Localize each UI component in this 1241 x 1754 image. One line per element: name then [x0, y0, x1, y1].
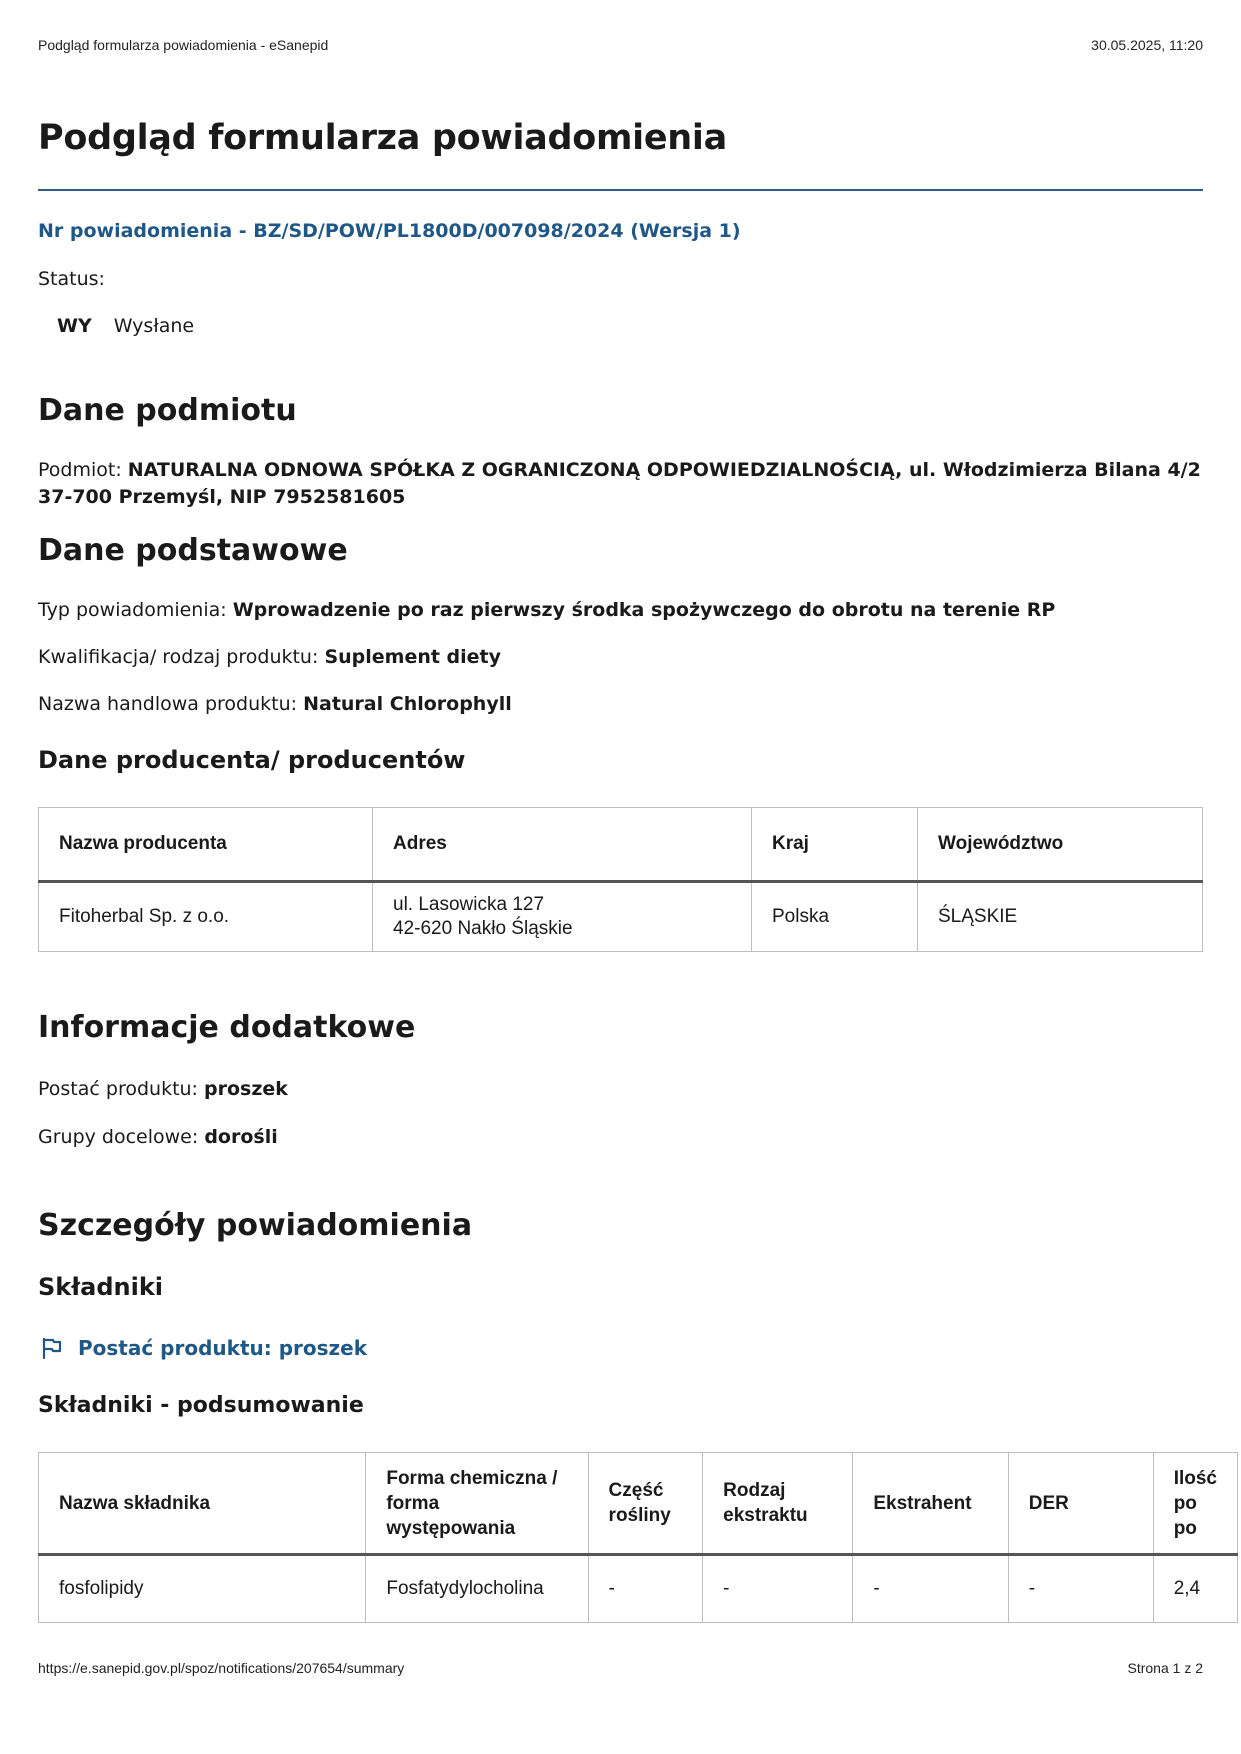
- ingredient-amount: 2,4: [1153, 1555, 1237, 1623]
- field-value: Wprowadzenie po raz pierwszy środka spożywczego do obrotu na terenie RP: [232, 599, 1056, 621]
- trade-name-field: [38, 691, 1203, 718]
- status-badge: [57, 315, 194, 337]
- status-label: Status:: [38, 268, 105, 290]
- field-label: Nazwa handlowa produktu:: [38, 693, 298, 715]
- entity-label: Podmiot:: [38, 459, 122, 481]
- status-text: Wysłane: [113, 315, 195, 337]
- field-label: Typ powiadomienia:: [38, 599, 227, 621]
- field-value: proszek: [204, 1078, 288, 1100]
- column-header: Część rośliny: [588, 1453, 703, 1555]
- field-value: Suplement diety: [324, 646, 502, 668]
- details-section-title: Szczegóły powiadomienia: [38, 1208, 473, 1243]
- entity-section-title: Dane podmiotu: [38, 393, 297, 428]
- column-header: Województwo: [918, 808, 1203, 882]
- notification-number: Nr powiadomienia - BZ/SD/POW/PL1800D/007098/2024 (Wersja 1): [38, 220, 741, 242]
- producers-section-title: Dane producenta/ producentów: [38, 746, 466, 774]
- column-header: DER: [1008, 1453, 1153, 1555]
- column-header: Kraj: [752, 808, 918, 882]
- product-kind-field: [38, 644, 1203, 671]
- producer-country: Polska: [752, 882, 918, 952]
- address-line: ul. Lasowicka 127: [393, 894, 545, 915]
- producer-address: [373, 882, 752, 952]
- column-header: Rodzaj ekstraktu: [703, 1453, 853, 1555]
- column-header: Ilość po po: [1153, 1453, 1237, 1555]
- address-line: 42-620 Nakło Śląskie: [393, 918, 573, 939]
- column-header: Nazwa producenta: [39, 808, 373, 882]
- product-form-link[interactable]: [40, 1336, 367, 1360]
- column-header: Ekstrahent: [853, 1453, 1008, 1555]
- ingredient-plant-part: -: [588, 1555, 703, 1623]
- table-row: [39, 882, 1203, 952]
- basic-section-title: Dane podstawowe: [38, 533, 348, 568]
- table-header-row: [39, 808, 1203, 882]
- title-divider: [38, 189, 1203, 191]
- field-label: Postać produktu:: [38, 1078, 198, 1100]
- print-header: [38, 37, 1203, 53]
- additional-section-title: Informacje dodatkowe: [38, 1010, 416, 1045]
- ingredient-form: Fosfatydylocholina: [366, 1555, 588, 1623]
- field-value: dorośli: [204, 1126, 278, 1148]
- flag-icon: [40, 1336, 64, 1360]
- ingredient-name: fosfolipidy: [39, 1555, 366, 1623]
- column-header: Forma chemiczna / forma występowania: [366, 1453, 588, 1555]
- producer-voivodeship: ŚLĄSKIE: [918, 882, 1203, 952]
- entity-value: NATURALNA ODNOWA SPÓŁKA Z OGRANICZONĄ ODPOWIEDZIALNOŚCIĄ, ul. Włodzimierza Bilana 4/2 37-700 Przemyśl, NIP 7952581605: [38, 459, 1201, 508]
- ingredient-extract-type: -: [703, 1555, 853, 1623]
- ingredient-der: -: [1008, 1555, 1153, 1623]
- table-row: [39, 1555, 1238, 1623]
- product-form-field: [38, 1076, 1203, 1103]
- ingredient-extractant: -: [853, 1555, 1008, 1623]
- product-form-link-label[interactable]: Postać produktu: proszek: [78, 1336, 368, 1360]
- field-label: Kwalifikacja/ rodzaj produktu:: [38, 646, 319, 668]
- notification-type-field: [38, 597, 1203, 624]
- page-title: Podgląd formularza powiadomienia: [38, 118, 727, 158]
- producers-table: [38, 807, 1203, 952]
- table-header-row: [39, 1453, 1238, 1555]
- status-code: WY: [57, 315, 92, 337]
- ingredients-summary-title: Składniki - podsumowanie: [38, 1393, 364, 1418]
- producer-name: Fitoherbal Sp. z o.o.: [39, 882, 373, 952]
- print-header-datetime: 30.05.2025, 11:20: [1091, 37, 1203, 53]
- print-footer: [38, 1660, 1203, 1676]
- target-groups-field: [38, 1124, 1203, 1151]
- entity-field: [38, 457, 1203, 511]
- print-header-title: Podgląd formularza powiadomienia - eSanepid: [38, 37, 329, 53]
- column-header: Nazwa składnika: [39, 1453, 366, 1555]
- page-url: https://e.sanepid.gov.pl/spoz/notifications/207654/summary: [38, 1660, 405, 1676]
- ingredients-table-viewport: [38, 1452, 1217, 1618]
- column-header: Adres: [373, 808, 752, 882]
- ingredients-table: [38, 1452, 1238, 1623]
- field-label: Grupy docelowe:: [38, 1126, 199, 1148]
- ingredients-title: Składniki: [38, 1273, 164, 1301]
- field-value: Natural Chlorophyll: [303, 693, 512, 715]
- page-number: Strona 1 z 2: [1127, 1660, 1203, 1676]
